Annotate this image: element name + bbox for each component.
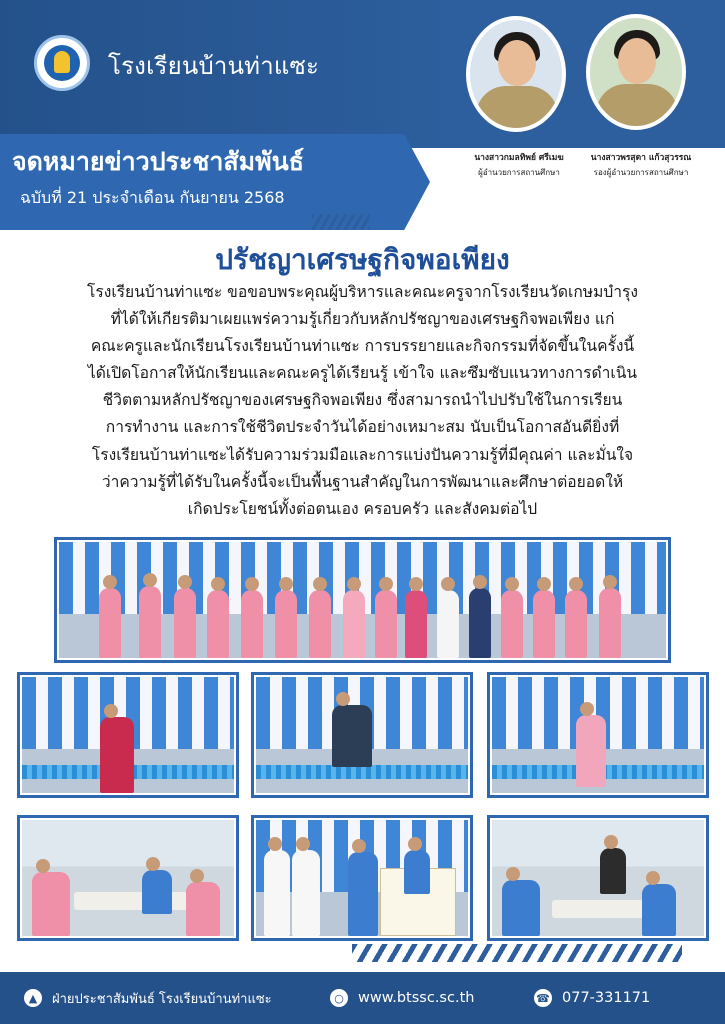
- article-line: คณะครูและนักเรียนโรงเรียนบ้านท่าแซะ การบรรยายและกิจกรรมที่จัดขึ้นในครั้งนี้: [90, 337, 635, 356]
- director-name: นางสาวกมลทิพย์ ศรีเมฆ: [474, 153, 564, 163]
- photo-person: [405, 590, 427, 658]
- photo-person: [275, 590, 297, 658]
- newsletter-issue: ฉบับที่ 21 ประจำเดือน กันยายน 2568: [20, 188, 285, 207]
- article-line: โรงเรียนบ้านท่าแซะได้รับความร่วมมือและการแบ่งปันความรู้ที่มีคุณค่า และมั่นใจ: [91, 445, 634, 464]
- photo-person: [241, 590, 263, 658]
- decorative-stripes: [312, 214, 370, 230]
- photo-person: [292, 850, 320, 936]
- photo-person: [100, 717, 134, 793]
- emblem-core: [54, 51, 70, 73]
- activity-photo: [490, 675, 706, 795]
- photo-person: [207, 590, 229, 658]
- photo-person: [404, 850, 430, 894]
- decorative-stripes: [352, 944, 682, 962]
- photo-person: [139, 586, 161, 658]
- photo-person: [600, 848, 626, 894]
- globe-icon: ○: [330, 989, 348, 1007]
- deputy-director-portrait: [586, 14, 686, 130]
- article-line: ว่าความรู้ที่ได้รับในครั้งนี้จะเป็นพื้นฐานสำคัญในการพัฒนาและศึกษาต่อยอดให้: [101, 472, 624, 491]
- school-emblem-icon: [34, 35, 90, 91]
- photo-person: [642, 884, 676, 936]
- activity-photo: [20, 675, 236, 795]
- photo-stage: [256, 765, 468, 779]
- article-line: เกิดประโยชน์ทั้งต่อตนเอง ครอบครัว และสังคมต่อไป: [187, 499, 538, 518]
- photo-person: [186, 882, 220, 936]
- footer-website-text[interactable]: www.btssc.sc.th: [358, 990, 475, 1006]
- article-line: ที่ได้ให้เกียรติมาเผยแพร่ความรู้เกี่ยวกับหลักปรัชญาของเศรษฐกิจพอเพียง แก่: [110, 310, 615, 329]
- footer-department: [24, 972, 272, 1024]
- photo-person: [142, 870, 172, 914]
- activity-photo: [254, 675, 470, 795]
- photo-person: [501, 590, 523, 658]
- activity-photo: [254, 818, 470, 938]
- group-photo: [57, 540, 668, 660]
- footer-department-text: ฝ่ายประชาสัมพันธ์ โรงเรียนบ้านท่าแซะ: [52, 991, 272, 1007]
- director-caption: [454, 150, 584, 179]
- activity-photo: [20, 818, 236, 938]
- portrait-uniform: [476, 86, 558, 132]
- portrait-uniform: [596, 84, 678, 130]
- photo-person: [437, 590, 459, 658]
- activity-photo: [490, 818, 706, 938]
- portrait-face: [618, 38, 656, 84]
- photo-person: [502, 880, 540, 936]
- phone-icon: ☎: [534, 989, 552, 1007]
- photo-person: [99, 588, 121, 658]
- portrait-face: [498, 40, 536, 86]
- deputy-caption: [576, 150, 706, 179]
- deputy-role: รองผู้อำนวยการสถานศึกษา: [593, 168, 689, 177]
- footer-bar: [0, 972, 725, 1024]
- footer-phone-text[interactable]: 077-331171: [562, 990, 651, 1006]
- deputy-name: นางสาวพรสุดา แก้วสุวรรณ: [590, 153, 692, 163]
- director-portrait: [466, 16, 566, 132]
- photo-person: [309, 590, 331, 658]
- photo-person: [174, 588, 196, 658]
- photo-person: [343, 590, 365, 658]
- school-name: โรงเรียนบ้านท่าแซะ: [108, 52, 320, 80]
- article-line: การทำงาน และการใช้ชีวิตประจำวันได้อย่างเหมาะสม นับเป็นโอกาสอันดียิ่งที่: [105, 418, 620, 437]
- photo-person: [264, 850, 290, 936]
- photo-person: [32, 872, 70, 936]
- photo-person: [565, 590, 587, 658]
- footer-website[interactable]: [330, 972, 474, 1024]
- director-role: ผู้อำนวยการสถานศึกษา: [478, 168, 560, 177]
- newsletter-title: จดหมายข่าวประชาสัมพันธ์: [12, 147, 304, 176]
- article-line: ได้เปิดโอกาสให้นักเรียนและคณะครูได้เรียนรู้ เข้าใจ และซึมซับแนวทางการดำเนิน: [87, 364, 638, 383]
- photo-person: [375, 590, 397, 658]
- photo-person: [576, 715, 606, 787]
- article-line: ชีวิตตามหลักปรัชญาของเศรษฐกิจพอเพียง ซึ่งสามารถนำไปปรับใช้ในการเรียน: [102, 391, 623, 410]
- footer-phone[interactable]: [534, 972, 650, 1024]
- photo-person: [599, 588, 621, 658]
- article-heading: ปรัชญาเศรษฐกิจพอเพียง: [215, 243, 510, 276]
- article-line: โรงเรียนบ้านท่าแซะ ขอขอบพระคุณผู้บริหารและคณะครูจากโรงเรียนวัดเกษมบำรุง: [86, 283, 638, 301]
- photo-person: [348, 852, 378, 936]
- like-icon: ▲: [24, 989, 42, 1007]
- article-body: [22, 279, 703, 523]
- photo-person: [533, 590, 555, 658]
- photo-person: [469, 588, 491, 658]
- photo-person: [332, 705, 372, 767]
